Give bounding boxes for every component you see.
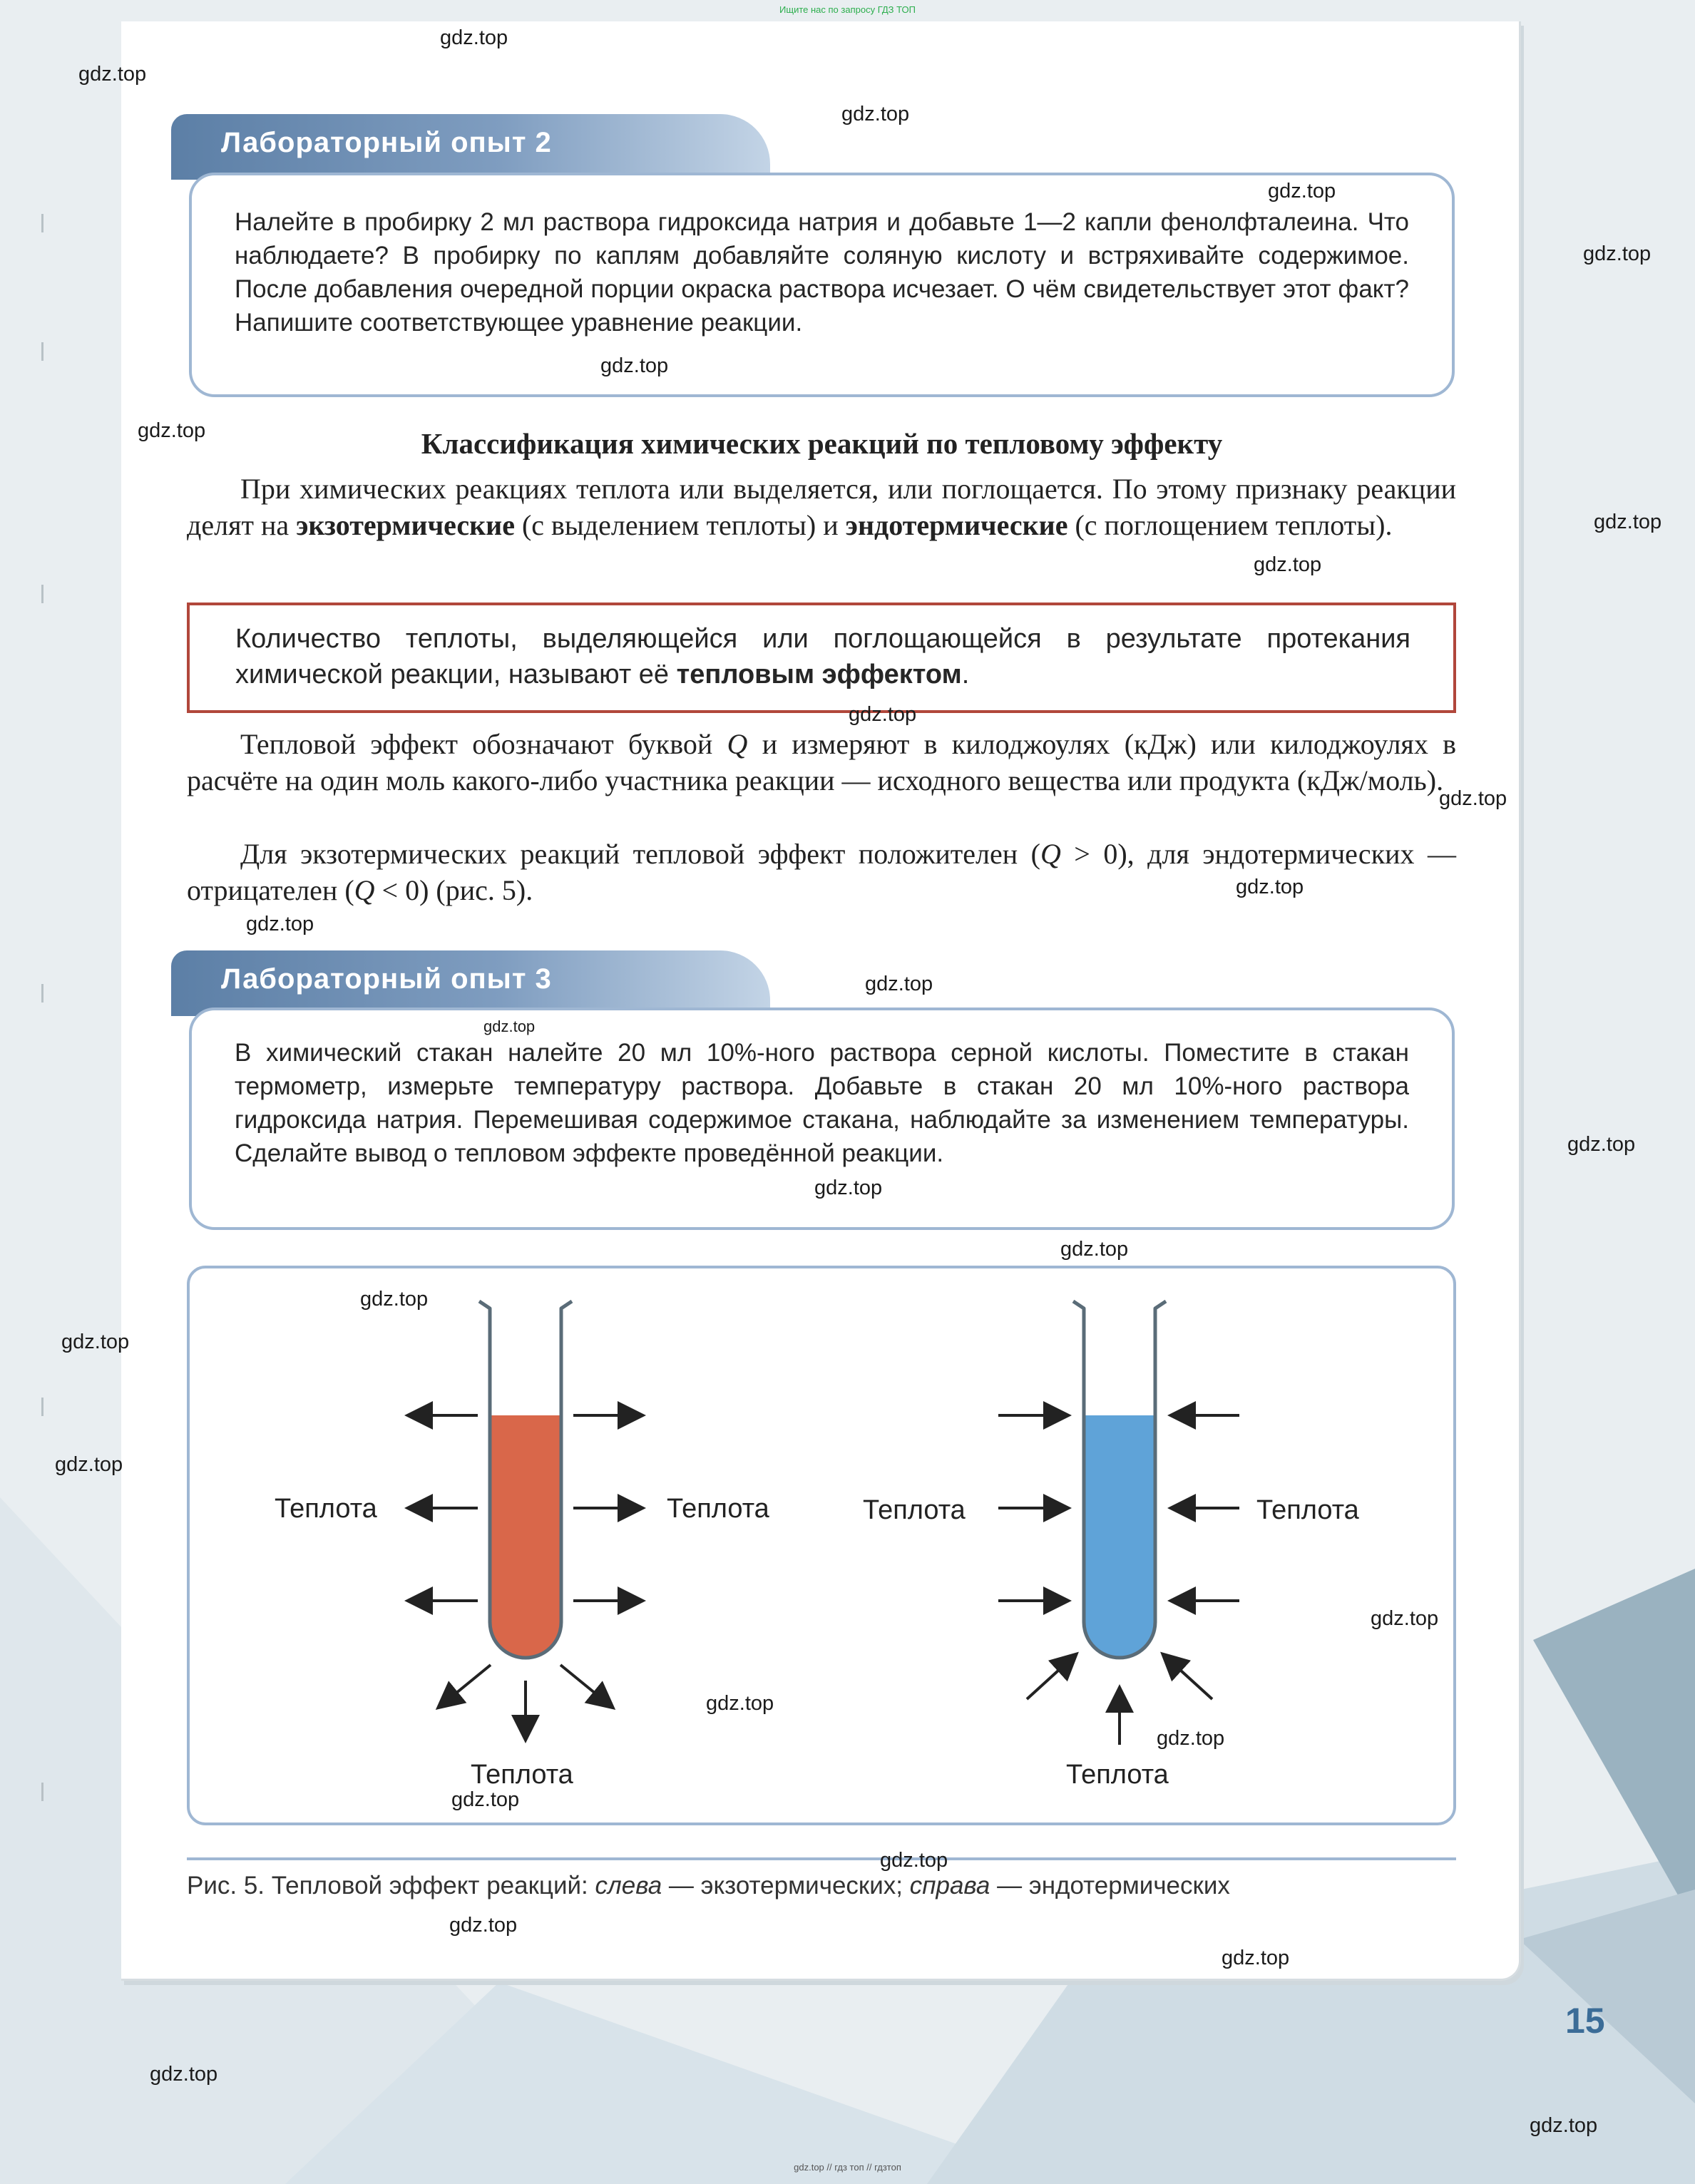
text-run: < 0) (рис. 5). <box>374 874 533 906</box>
lab3-text: В химический стакан налейте 20 мл 10%-ного раствора серной кислоты. Поместите в стакан термометр, измерьте температуру раствора. Добавьте в стакан 20 мл 10%-ного раствора гидроксида натрия. Перемешивая содержимое стакана, наблюдайте за изменением температуры. Сделайте вывод о тепловом эффекте проведённой реакции. <box>235 1039 1409 1167</box>
watermark: gdz.top <box>1254 553 1322 576</box>
endothermic-liquid <box>1084 1415 1155 1658</box>
heat-label-exo-bottom: Теплота <box>471 1760 573 1790</box>
watermark: gdz.top <box>78 63 147 86</box>
watermark: gdz.top <box>849 703 917 726</box>
heat-label-endo-right: Теплота <box>1256 1495 1359 1525</box>
exothermic-test-tube <box>479 1301 572 1658</box>
watermark: gdz.top <box>1268 180 1336 202</box>
symbol-q: Q <box>354 874 375 906</box>
heat-label-exo-right: Теплота <box>667 1494 769 1524</box>
watermark: gdz.top <box>1594 511 1662 533</box>
watermark: gdz.top <box>706 1692 774 1715</box>
text-run: Рис. 5. Тепловой эффект реакций: <box>187 1872 595 1900</box>
exothermic-liquid <box>490 1415 561 1658</box>
heat-label-exo-left: Теплота <box>275 1494 377 1524</box>
watermark: gdz.top <box>1236 876 1304 898</box>
watermark: gdz.top <box>61 1331 130 1353</box>
watermark: gdz.top <box>449 1914 518 1937</box>
lab2-text: Налейте в пробирку 2 мл раствора гидроксида натрия и добавьте 1—2 капли фенолфталеина. Что наблюдаете? В пробирку по каплям добавляйте соляную кислоту и встряхивайте содержимое. После добавления очередной порции окраска раствора исчезает. О чём свидетельствует этот факт? Напишите соответствующее уравнение реакции. <box>235 208 1409 337</box>
term-heat-effect: тепловым эффектом <box>676 660 962 689</box>
watermark: gdz.top <box>1439 787 1507 810</box>
bottom-banner: gdz.top // гдз топ // гдзтоп <box>794 2162 901 2173</box>
watermark: gdz.top <box>55 1453 123 1476</box>
watermark: gdz.top <box>1157 1727 1225 1750</box>
text-run: (с выделением теплоты) и <box>514 509 846 541</box>
term-exothermic: экзотермические <box>296 509 515 541</box>
text-run: — экзотермических; <box>662 1872 910 1900</box>
text-run: При химических реакциях теплота или выделяется, или поглощается. По этому признаку реакции делят на <box>187 473 1456 541</box>
text-run: и измеряют в килоджоулях (кДж) или килоджоулях в расчёте на один моль какого-либо участника реакции — исходного вещества или продукта (кДж/моль). <box>187 728 1456 796</box>
lab3-title: Лабораторный опыт 3 <box>221 963 552 995</box>
watermark: gdz.top <box>360 1288 429 1311</box>
symbol-q: Q <box>1040 838 1061 870</box>
watermark: gdz.top <box>138 419 206 442</box>
page-number: 15 <box>1565 2001 1605 2041</box>
text-run: Количество теплоты, выделяющейся или поглощающейся в результате протекания химической реакции, называют её <box>235 624 1410 689</box>
watermark: gdz.top <box>1371 1607 1439 1630</box>
term-endothermic: эндотермические <box>845 509 1068 541</box>
watermark: gdz.top <box>451 1788 520 1811</box>
watermark: gdz.top <box>1530 2114 1598 2137</box>
caption-left-word: слева <box>595 1872 662 1900</box>
text-run: — эндотермических <box>990 1872 1230 1900</box>
watermark: gdz.top <box>880 1849 948 1872</box>
watermark: gdz.top <box>1222 1947 1290 1969</box>
watermark: gdz.top <box>1583 242 1652 265</box>
figure-caption <box>187 1872 1456 1900</box>
section-heading: Классификация химических реакций по тепловому эффекту <box>421 427 1223 460</box>
watermark: gdz.top <box>246 913 314 935</box>
watermark: gdz.top <box>483 1017 536 1035</box>
symbol-q: Q <box>727 728 748 760</box>
text-run: (с поглощением теплоты). <box>1067 509 1393 541</box>
lab2-title: Лабораторный опыт 2 <box>221 127 552 158</box>
watermark: gdz.top <box>1060 1238 1129 1261</box>
text-run: Тепловой эффект обозначают буквой <box>240 728 727 760</box>
watermark: gdz.top <box>865 973 933 995</box>
text-run: > 0), для эндотермических — отрицателен ( <box>187 838 1457 906</box>
caption-rule <box>187 1857 1456 1860</box>
heat-label-endo-bottom: Теплота <box>1066 1760 1169 1790</box>
watermark: gdz.top <box>440 26 508 49</box>
watermark: gdz.top <box>841 103 910 125</box>
watermark: gdz.top <box>150 2063 218 2086</box>
text-run: Для экзотермических реакций тепловой эффект положителен ( <box>240 838 1040 870</box>
caption-right-word: справа <box>909 1872 990 1900</box>
watermark: gdz.top <box>814 1176 883 1199</box>
top-banner: Ищите нас по запросу ГДЗ ТОП <box>779 4 916 15</box>
heat-label-endo-left: Теплота <box>863 1495 966 1525</box>
endothermic-test-tube <box>1073 1301 1166 1658</box>
watermark: gdz.top <box>600 354 669 377</box>
watermark: gdz.top <box>1567 1133 1636 1156</box>
text-run: . <box>961 660 970 689</box>
